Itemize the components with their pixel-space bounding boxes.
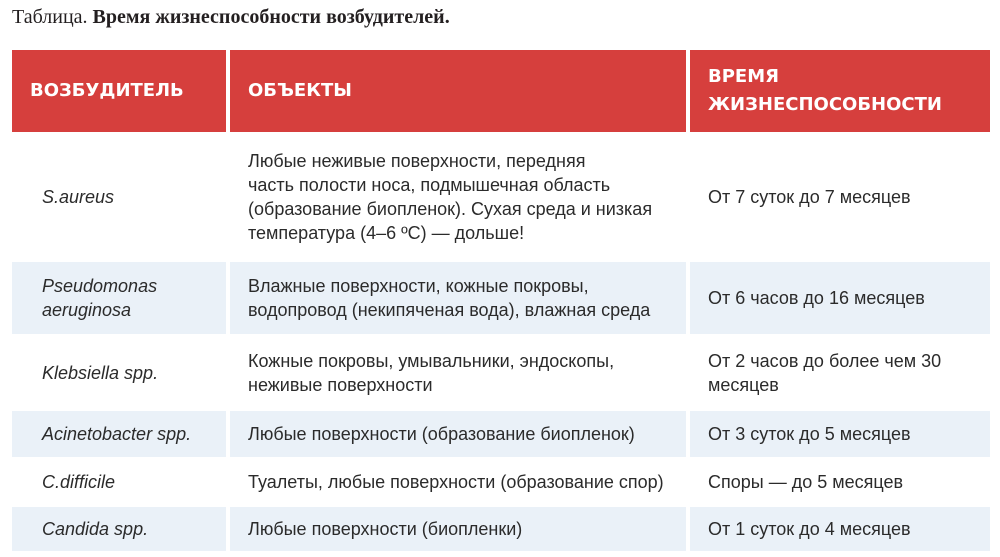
objects-cell: Любые поверхности (образование биопленок) xyxy=(230,411,686,457)
time-cell: От 7 суток до 7 месяцев xyxy=(708,187,911,207)
header-objects: ОБЪЕКТЫ xyxy=(230,50,686,132)
objects-cell: Туалеты, любые поверхности (образование спор) xyxy=(248,472,664,492)
objects-cell: Влажные поверхности, кожные покровы, водопровод (некипяченая вода), влажная среда xyxy=(230,262,686,334)
pathogen-table xyxy=(12,50,990,551)
table-row xyxy=(12,262,990,334)
pathogen-cell: C.difficile xyxy=(42,472,116,492)
table-row xyxy=(12,411,990,457)
time-cell: От 3 суток до 5 месяцев xyxy=(690,411,990,457)
time-cell: От 6 часов до 16 месяцев xyxy=(690,262,990,334)
table-row xyxy=(12,136,990,258)
time-cell: От 2 часов до более чем 30 месяцев xyxy=(708,350,942,395)
table-header-row xyxy=(12,50,990,132)
time-cell: От 1 суток до 4 месяцев xyxy=(690,507,990,551)
time-cell: Споры — до 5 месяцев xyxy=(708,472,904,492)
pathogen-cell: Candida spp. xyxy=(12,507,226,551)
pathogen-cell: Klebsiella spp. xyxy=(42,362,159,383)
table-row xyxy=(12,507,990,551)
caption-label: Таблица. xyxy=(12,6,88,28)
caption-title: Время жизнеспособности возбудителей. xyxy=(92,6,450,28)
table-row xyxy=(12,338,990,407)
objects-cell: Кожные покровы, умывальники, эндоскопы, неживые поверхности xyxy=(248,350,615,395)
header-pathogen: ВОЗБУДИТЕЛЬ xyxy=(12,50,226,132)
table-caption xyxy=(12,6,450,29)
header-viability-time: ВРЕМЯ ЖИЗНЕСПОСОБНОСТИ xyxy=(690,50,990,132)
pathogen-cell: Pseudomonas aeruginosa xyxy=(12,262,226,334)
objects-cell: Любые поверхности (биопленки) xyxy=(230,507,686,551)
pathogen-cell: S.aureus xyxy=(42,187,115,207)
table-row xyxy=(12,461,990,503)
objects-cell: Любые неживые поверхности, передняя часть полости носа, подмышечная область (образование биопленок). Сухая среда и низкая температура (4–6 ºС) — дольше! xyxy=(248,151,653,243)
pathogen-cell: Acinetobacter spp. xyxy=(12,411,226,457)
